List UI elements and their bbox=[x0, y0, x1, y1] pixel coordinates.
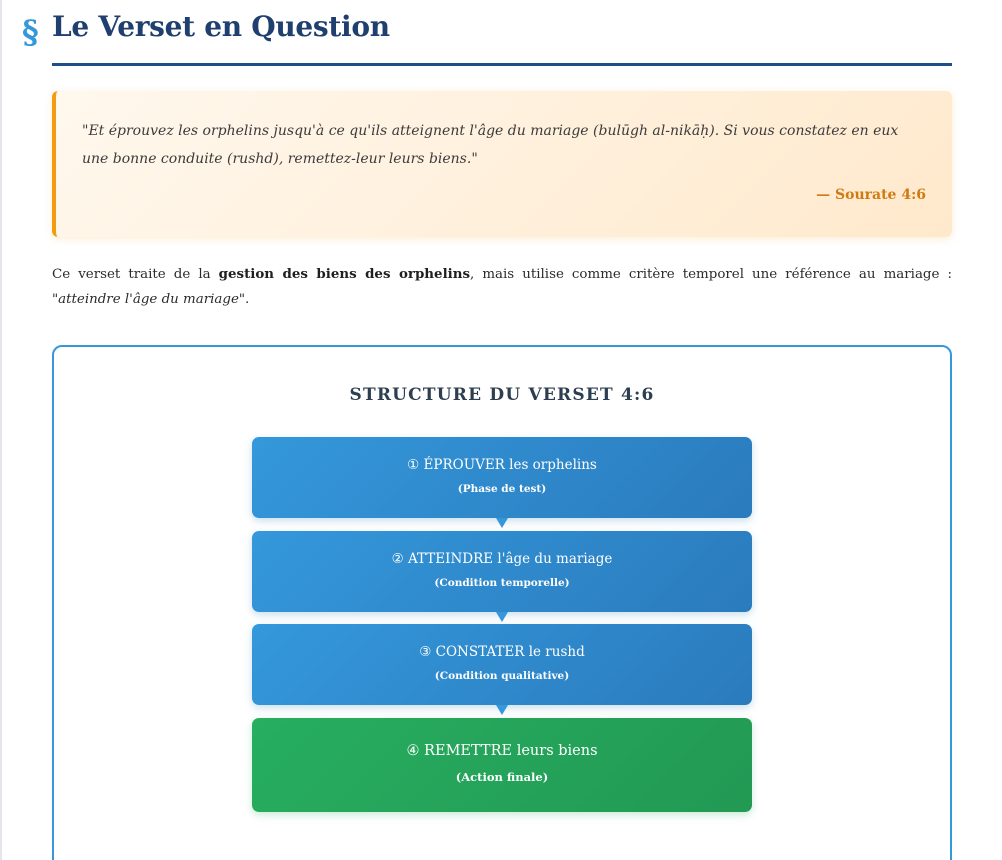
intro-text-end: . bbox=[245, 292, 250, 307]
verse-structure-diagram bbox=[52, 345, 952, 860]
arrow-down-icon bbox=[496, 612, 508, 622]
intro-text-start: Ce verset traite de la bbox=[52, 267, 219, 282]
arrow-down-icon bbox=[496, 705, 508, 715]
intro-paragraph bbox=[52, 262, 952, 312]
intro-emphasis-bold: gestion des biens des orphelins bbox=[218, 266, 471, 282]
step-4-sublabel: (Action finale) bbox=[455, 770, 549, 784]
verse-quote-text: "Et éprouvez les orphelins jusqu'à ce qu'ils atteignent l'âge du mariage (bulūgh al-nikāḥ). Si vous constatez en eux une bonne conduite (rushd), remettez-leur leurs biens." bbox=[82, 123, 899, 167]
verse-quote-source: — Sourate 4:6 bbox=[816, 187, 926, 203]
intro-emphasis-italic: "atteindre l'âge du mariage" bbox=[52, 292, 246, 307]
step-2-label: ② ATTEINDRE l'âge du mariage bbox=[391, 551, 613, 567]
title-underline bbox=[52, 63, 952, 66]
arrow-down-icon bbox=[496, 518, 508, 528]
step-3-label: ③ CONSTATER le rushd bbox=[419, 644, 585, 660]
verse-quote-box bbox=[52, 91, 952, 237]
intro-text-middle: , mais utilise comme critère temporel une référence au mariage : bbox=[470, 267, 952, 282]
diagram-title: STRUCTURE DU VERSET 4:6 bbox=[349, 385, 655, 405]
left-page-rule bbox=[0, 0, 2, 860]
step-3-sublabel: (Condition qualitative) bbox=[434, 670, 570, 682]
step-2-box bbox=[252, 531, 752, 612]
step-1-sublabel: (Phase de test) bbox=[457, 483, 547, 495]
step-1-box bbox=[252, 437, 752, 518]
step-4-label: ④ REMETTRE leurs biens bbox=[406, 743, 598, 759]
step-3-box bbox=[252, 624, 752, 705]
step-1-label: ① ÉPROUVER les orphelins bbox=[407, 457, 597, 473]
section-title: Le Verset en Question bbox=[52, 10, 390, 43]
step-2-sublabel: (Condition temporelle) bbox=[434, 577, 570, 589]
step-4-box bbox=[252, 718, 752, 812]
section-sign-icon: § bbox=[22, 13, 39, 51]
